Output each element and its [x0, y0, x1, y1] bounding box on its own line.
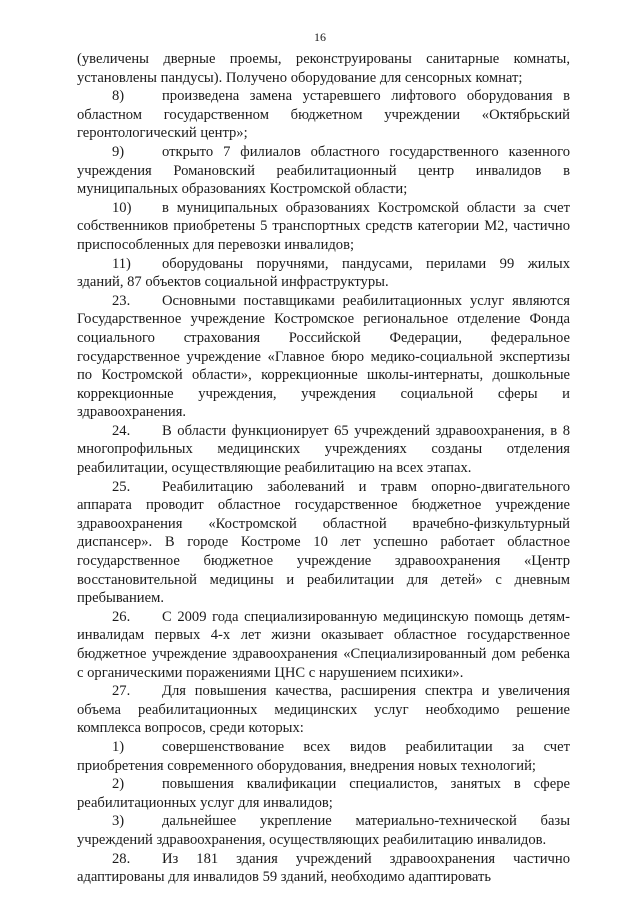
paragraph [77, 143, 570, 199]
paragraph-text: В области функционирует 65 учреждений здравоохранения, в 8 многопрофильных медицинских учреждениях созданы отделения реабилитации, осуществляющие реабилитацию на всех этапах. [77, 422, 570, 477]
paragraph-number: 8) [112, 88, 125, 105]
paragraph [77, 255, 570, 292]
paragraph-number: 24. [112, 422, 131, 439]
paragraph-text: дальнейшее укрепление материально-технической базы учреждений здравоохранения, осуществляющих реабилитацию инвалидов. [77, 813, 570, 848]
paragraph-text: Из 181 здания учреждений здравоохранения частично адаптированы для инвалидов 59 зданий, необходимо адаптировать [77, 850, 570, 886]
paragraph-number: 11) [112, 255, 131, 272]
paragraph-number: 25. [112, 478, 131, 495]
page-number: 16 [314, 30, 326, 44]
paragraph [77, 422, 570, 478]
paragraph [77, 608, 570, 682]
paragraph-number: 26. [112, 608, 131, 625]
paragraph-number: 28. [112, 850, 131, 867]
paragraph [77, 87, 570, 143]
paragraph [77, 292, 570, 422]
paragraph-number: 23. [112, 292, 131, 309]
paragraph [77, 850, 570, 887]
paragraph-number: 3) [112, 813, 125, 830]
paragraph [77, 478, 570, 608]
paragraph-number: 27. [112, 683, 131, 700]
paragraph-number: 9) [112, 143, 125, 160]
paragraph-text: совершенствование всех видов реабилитации за счет приобретения современного оборудования, внедрения новых технологий; [77, 738, 570, 774]
paragraph [77, 199, 570, 255]
paragraph-text: повышения квалификации специалистов, занятых в сфере реабилитационных услуг для инвалидов; [77, 776, 570, 811]
paragraph-text: (увеличены дверные проемы, реконструированы санитарные комнаты, установлены пандусы). Получено оборудование для сенсорных комнат; [77, 51, 570, 86]
paragraph-text: Основными поставщиками реабилитационных услуг являются Государственное учреждение Костромское региональное отделение Фонда социального страхования Российской Федерации, федеральное государственное учреждение «Главное бюро медико-социальной экспертизы по Костромской области», коррекционные школы-интернаты, дошкольные коррекционные учреждения, учреждения социальной сферы и здравоохранения. [77, 292, 570, 421]
paragraph [77, 682, 570, 738]
paragraph [77, 50, 570, 87]
paragraph-text: открыто 7 филиалов областного государственного казенного учреждения Романовский реабилитационный центр инвалидов в муниципальных образованиях Костромской области; [77, 143, 570, 198]
paragraph-number: 10) [112, 199, 132, 216]
paragraph-text: Реабилитацию заболеваний и травм опорно-двигательного аппарата проводит областное государственное бюджетное учреждение здравоохранения «Костромской областной врачебно-физкультурный диспансер». В городе Костроме 10 лет успешно работает областное государственное бюджетное учреждение здравоохранения «Центр восстановительной медицины и реабилитации для детей» с дневным пребыванием. [77, 478, 570, 607]
paragraph-number: 1) [112, 738, 125, 755]
paragraph-text: С 2009 года специализированную медицинскую помощь детям-инвалидам первых 4-х лет жизни оказывает областное государственное бюджетное учреждение здравоохранения «Специализированный дом ребенка с органическими поражениями ЦНС с нарушением психики». [77, 608, 570, 681]
paragraph-number: 2) [112, 776, 125, 793]
paragraph [77, 738, 570, 775]
paragraph [77, 812, 570, 849]
paragraph [77, 775, 570, 812]
paragraph-text: произведена замена устаревшего лифтового оборудования в областном государственном бюджетном учреждении «Октябрьский геронтологический центр»; [77, 88, 570, 142]
paragraph-text: Для повышения качества, расширения спектра и увеличения объема реабилитационных медицинских услуг необходимо решение комплекса вопросов, среди которых: [77, 683, 570, 737]
body-text [77, 50, 570, 887]
paragraph-text: в муниципальных образованиях Костромской области за счет собственников приобретены 5 транспортных средств категории М2, частично приспособленных для перевозки инвалидов; [77, 199, 570, 253]
paragraph-text: оборудованы поручнями, пандусами, перилами 99 жилых зданий, 87 объектов социальной инфраструктуры. [77, 255, 570, 291]
